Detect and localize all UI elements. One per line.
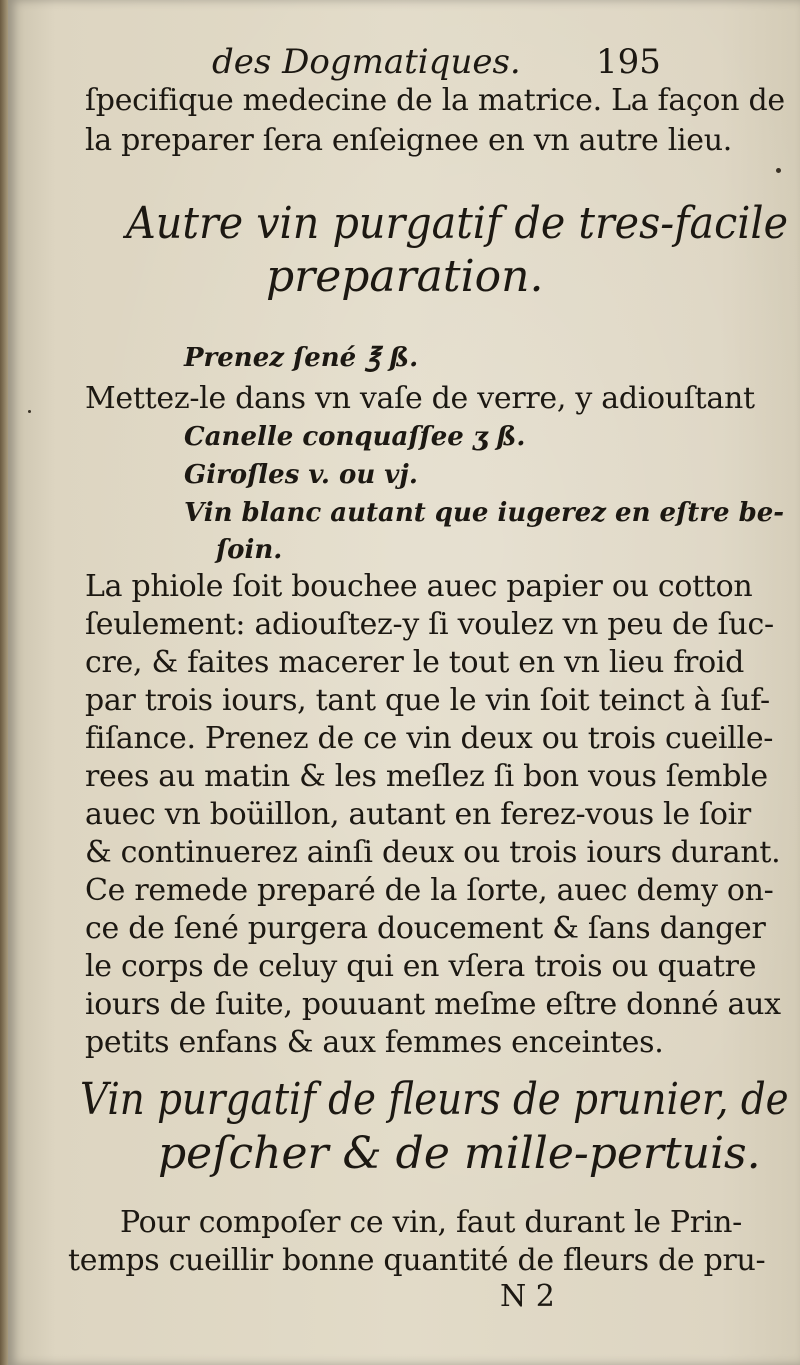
ingredient-line: Canelle conquaſſee ʒ ß. <box>184 422 526 452</box>
section-heading: preparation. <box>266 251 544 302</box>
body-line: iours de ſuite, pouuant meſme eſtre donné aux <box>85 987 781 1022</box>
prescription-intro: Prenez ſené ℥ ß. <box>184 343 419 373</box>
prescription-instruction: Mettez-le dans vn vaſe de verre, y adiouſtant <box>85 381 755 416</box>
ingredient-line: Vin blanc autant que iugerez en eſtre be- <box>184 498 785 528</box>
body-line: le corps de celuy qui en vſera trois ou quatre <box>85 949 757 984</box>
ink-speck <box>28 410 31 413</box>
body-line: auec vn boüillon, autant en ferez-vous le ſoir <box>85 797 751 832</box>
ingredient-line: Giroſles v. ou vj. <box>184 460 418 490</box>
book-spine <box>0 0 8 1365</box>
section-heading: peſcher & de mille-pertuis. <box>158 1128 761 1179</box>
running-title: des Dogmatiques. <box>212 42 521 82</box>
body-line: rees au matin & les meſlez ſi bon vous ſemble <box>85 759 768 794</box>
body-line: Ce remede preparé de la ſorte, auec demy on- <box>85 873 774 908</box>
body-line: Pour compoſer ce vin, faut durant le Prin- <box>120 1205 743 1240</box>
body-line: temps cueillir bonne quantité de fleurs de pru- <box>68 1243 766 1278</box>
book-page <box>8 0 800 1365</box>
section-heading: Autre vin purgatif de tres-facile <box>126 198 789 249</box>
body-line: petits enfans & aux femmes enceintes. <box>85 1025 664 1060</box>
body-line: La phiole ſoit bouchee auec papier ou cotton <box>85 569 753 604</box>
body-line: ce de ſené purgera doucement & ſans danger <box>85 911 766 946</box>
signature-mark: N 2 <box>500 1279 555 1314</box>
body-line: & continuerez ainſi deux ou trois iours durant. <box>85 835 781 870</box>
intro-line: la preparer ſera enſeignee en vn autre lieu. <box>85 123 733 158</box>
body-line: cre, & faites macerer le tout en vn lieu froid <box>85 645 745 680</box>
ingredient-line: ſoin. <box>216 535 283 565</box>
body-line: fiſance. Prenez de ce vin deux ou trois cueille- <box>85 721 774 756</box>
ink-speck <box>776 168 781 173</box>
intro-line: ſpecifique medecine de la matrice. La façon de <box>85 83 785 118</box>
section-heading: Vin purgatif de fleurs de prunier, de <box>80 1074 789 1125</box>
body-line: ſeulement: adiouſtez-y ſi voulez vn peu de ſuc- <box>85 607 774 642</box>
body-line: par trois iours, tant que le vin ſoit teinct à ſuf- <box>85 683 770 718</box>
page-number: 195 <box>596 42 661 82</box>
